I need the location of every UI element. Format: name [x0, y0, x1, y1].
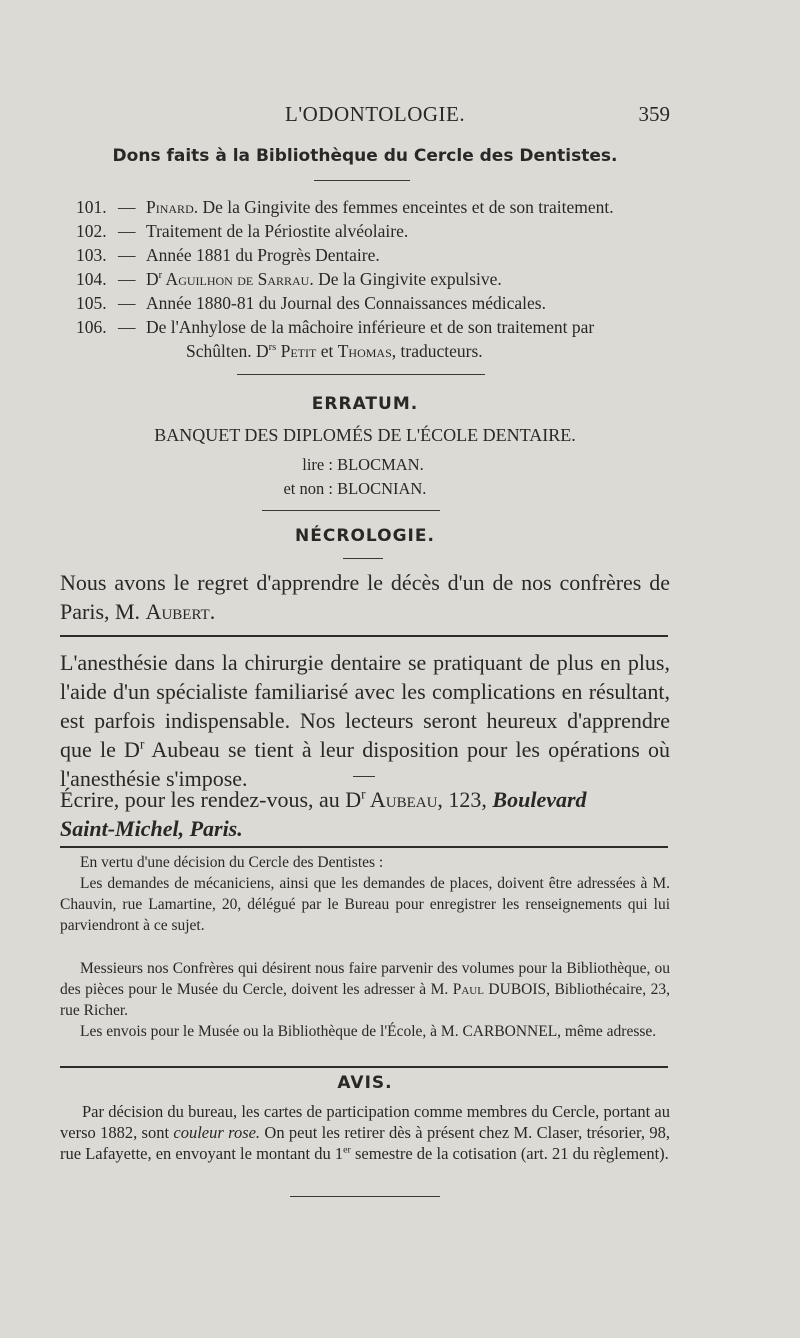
item-text: De la Gingivite des femmes enceintes et de son traitement.	[198, 197, 614, 217]
messieurs-body: Messieurs nos Confrères qui désirent nous faire parvenir des volumes pour la Bibliothèque, ou des pièces pour le Musée du Cercle, doivent les adresser à M.	[60, 960, 670, 998]
list-item	[76, 219, 676, 243]
item-text: Traitement de la Périostite alvéolaire.	[146, 221, 409, 241]
messieurs-paul: Paul	[452, 981, 484, 998]
cont-author: Thomas	[337, 341, 392, 361]
cont-text: , traducteurs.	[391, 341, 483, 361]
item-dash: —	[118, 269, 136, 289]
avis-body: Par décision du bureau, les cartes de participation comme membres du Cercle, portant au verso 1882, sont	[60, 1102, 670, 1142]
lire-value: BLOCMAN.	[337, 455, 424, 474]
avis-sup: er	[343, 1144, 351, 1156]
item-author: Aguilhon de Sarrau.	[162, 269, 314, 289]
item-number: 104.	[76, 269, 107, 289]
item-dash: —	[118, 317, 136, 337]
lire-label: lire :	[302, 455, 333, 474]
anesthesie-sup: r	[139, 736, 145, 752]
item-author: Pinard.	[146, 197, 199, 217]
cont-author: Petit	[276, 341, 317, 361]
anesthesie-text: L'anesthésie dans la chirurgie dentaire se pratiquant de plus en plus, l'aide d'un spécialiste familiarisé avec les complications en résultant, est parfois indispensable. Nos lecteurs seront heureux d'apprendre que le D	[60, 650, 670, 762]
divider	[314, 180, 410, 181]
journal-title: L'ODONTOLOGIE.	[285, 102, 466, 126]
decision-text: Les demandes de mécaniciens, ainsi que les demandes de places, doivent être adressées à M. Chauvin, rue Lamartine, 20, délégué par le Bureau pour enregistrer les renseignements qui lui parviendront à ce sujet.	[60, 875, 670, 934]
item-dash: —	[118, 197, 136, 217]
divider	[262, 510, 440, 511]
ecrire-boulevard: Boulevard	[492, 787, 587, 812]
item-text: De l'Anhylose de la mâchoire inférieure et de son traitement par	[146, 317, 595, 337]
item-number: 106.	[76, 317, 107, 337]
erratum-correction	[60, 453, 670, 501]
necrologie-body: Nous avons le regret d'apprendre le décès d'un de nos confrères de Paris, M.	[60, 570, 670, 624]
messieurs-text	[60, 958, 670, 1021]
ecrire-street: Saint-Michel, Paris.	[60, 816, 243, 841]
necrologie-heading: NÉCROLOGIE.	[295, 526, 435, 546]
avis-heading: AVIS.	[337, 1073, 393, 1093]
decision-intro: En vertu d'une décision du Cercle des Dentistes :	[80, 854, 384, 871]
ecrire-text: , 123,	[437, 787, 493, 812]
anesthesie-text: Aubeau se tient à leur disposition pour les opérations où l'anesthésie s'impose.	[60, 737, 671, 791]
item-text: Année 1880-81 du Journal des Connaissances médicales.	[146, 293, 546, 313]
item-text: Année 1881 du Progrès Dentaire.	[146, 245, 380, 265]
ecrire-name: Aubeau	[365, 787, 438, 812]
dons-heading: Dons faits à la Bibliothèque du Cercle des Dentistes.	[112, 146, 618, 166]
messieurs-body: DUBOIS, Bibliothécaire, 23, rue Richer.	[60, 981, 670, 1019]
non-label: et non :	[283, 479, 333, 498]
divider	[343, 558, 383, 559]
ecrire-text: Écrire, pour les rendez-vous, au D	[60, 787, 362, 812]
erratum-heading: ERRATUM.	[311, 394, 419, 414]
ecrire-sup: r	[361, 786, 366, 802]
divider	[60, 846, 668, 848]
list-item-continuation	[76, 339, 676, 363]
ecrire-paragraph	[60, 785, 670, 843]
decision-block	[60, 852, 670, 936]
donations-list	[76, 195, 676, 363]
erratum-title: BANQUET DES DIPLOMÉS DE L'ÉCOLE DENTAIRE.	[154, 425, 576, 445]
item-number: 105.	[76, 293, 107, 313]
divider	[353, 776, 375, 777]
avis-italic: couleur rose.	[173, 1123, 261, 1142]
cont-text: et	[316, 341, 338, 361]
running-header	[60, 102, 670, 132]
divider	[60, 635, 668, 637]
item-dash: —	[118, 221, 136, 241]
list-item	[76, 243, 676, 267]
item-prefix: D	[146, 269, 159, 289]
anesthesie-paragraph	[60, 648, 670, 793]
messieurs-block	[60, 958, 670, 1042]
list-item	[76, 195, 676, 219]
cont-text: Schûlten. D	[186, 341, 269, 361]
non-value: BLOCNIAN.	[337, 479, 427, 498]
item-dash: —	[118, 293, 136, 313]
necrologie-text	[60, 568, 670, 626]
list-item	[76, 291, 676, 315]
messieurs-envois: Les envois pour le Musée ou la Bibliothèque de l'École, à M. CARBONNEL, même adresse.	[80, 1023, 657, 1040]
item-number: 102.	[76, 221, 107, 241]
divider	[60, 1066, 668, 1068]
necrologie-name: Aubert.	[145, 599, 216, 624]
item-number: 103.	[76, 245, 107, 265]
avis-body: semestre de la cotisation (art. 21 du règlement).	[350, 1144, 669, 1163]
list-item	[76, 267, 676, 291]
page-number: 359	[638, 102, 670, 126]
avis-text	[60, 1101, 670, 1164]
divider	[290, 1196, 440, 1197]
cont-sup: rs	[268, 342, 277, 354]
avis-body: On peut les retirer dès à présent chez M. Claser, trésorier, 98, rue Lafayette, en envoyant le montant du 1	[60, 1123, 670, 1163]
item-text: De la Gingivite expulsive.	[313, 269, 502, 289]
item-sup: r	[158, 270, 163, 282]
divider	[237, 374, 485, 375]
item-number: 101.	[76, 197, 107, 217]
item-dash: —	[118, 245, 136, 265]
list-item	[76, 315, 676, 339]
